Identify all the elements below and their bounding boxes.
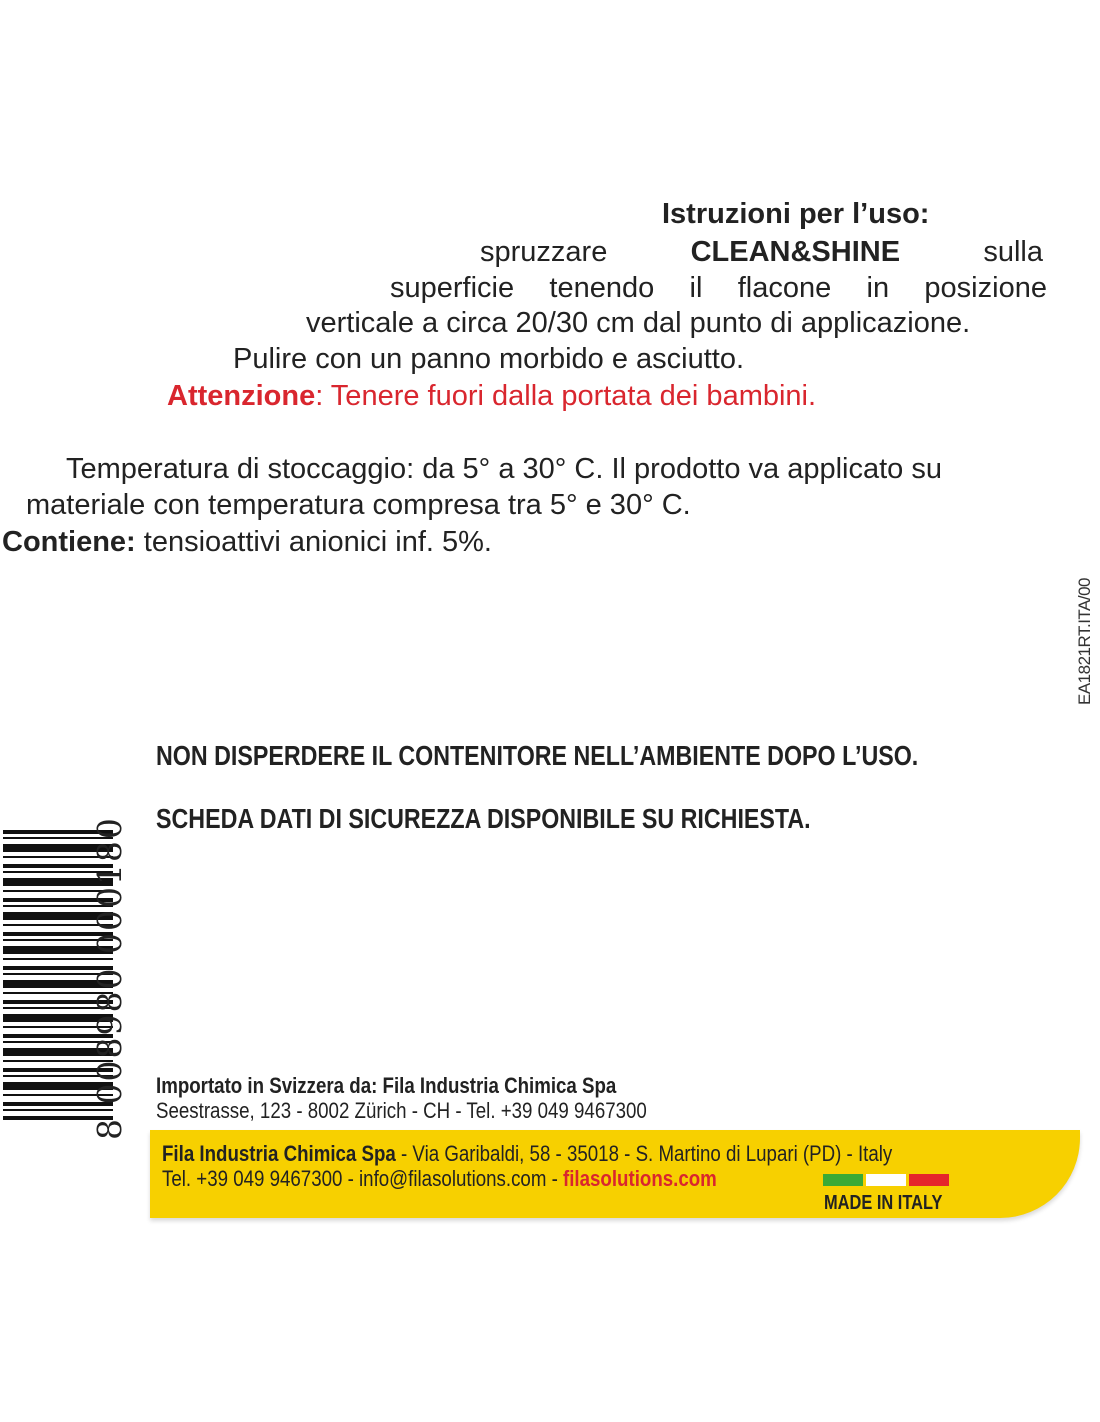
flag-red-stripe	[909, 1174, 949, 1186]
text: sulla	[983, 236, 1043, 268]
website-link[interactable]: filasolutions.com	[563, 1166, 717, 1191]
manufacturer-contact: Tel. +39 049 9467300 - info@filasolutions.com -	[162, 1166, 564, 1191]
warning-label: Attenzione	[167, 380, 316, 412]
instructions-line-3: verticale a circa 20/30 cm dal punto di applicazione.	[306, 307, 971, 339]
manufacturer-line-2	[162, 1166, 717, 1192]
word: posizione	[924, 272, 1047, 304]
contains	[2, 528, 492, 557]
storage-line-2: materiale con temperatura compresa tra 5° e 30° C.	[26, 489, 691, 521]
instructions-line-2	[390, 272, 1047, 305]
importer-line-2: Seestrasse, 123 - 8002 Zürich - CH - Tel. +39 049 9467300	[156, 1098, 647, 1123]
word: tenendo	[549, 272, 655, 304]
manufacturer-address: - Via Garibaldi, 58 - 35018 - S. Martino di Lupari (PD) - Italy	[395, 1141, 893, 1166]
instructions-line-1	[480, 236, 1043, 269]
word: flacone	[737, 272, 832, 304]
word: superficie	[390, 272, 515, 304]
importer-line-1: Importato in Svizzera da: Fila Industria Chimica Spa	[156, 1073, 617, 1098]
word: il	[689, 272, 703, 304]
product-code: EA1821RT.ITA/00	[1075, 577, 1094, 705]
storage-line-1: Temperatura di stoccaggio: da 5° a 30° C. Il prodotto va applicato su	[66, 453, 942, 485]
made-in-italy: MADE IN ITALY	[824, 1192, 943, 1214]
manufacturer-line-1	[162, 1141, 892, 1167]
disposal-notice: NON DISPERDERE IL CONTENITORE NELL’AMBIENTE DOPO L’USO.	[156, 740, 919, 771]
sds-notice: SCHEDA DATI DI SICUREZZA DISPONIBILE SU RICHIESTA.	[156, 803, 811, 834]
instructions-heading: Istruzioni per l’uso:	[662, 198, 930, 230]
warning-text: : Tenere fuori dalla portata dei bambini.	[315, 380, 817, 412]
contains-text: tensioattivi anionici inf. 5%.	[135, 526, 492, 558]
product-name: CLEAN&SHINE	[690, 236, 901, 268]
manufacturer-name: Fila Industria Chimica Spa	[162, 1141, 396, 1166]
word: in	[866, 272, 890, 304]
instructions-line-4: Pulire con un panno morbido e asciutto.	[233, 343, 745, 375]
contains-label: Contiene:	[2, 526, 136, 558]
flag-white-stripe	[866, 1174, 906, 1186]
warning	[167, 382, 816, 411]
text: spruzzare	[480, 236, 608, 268]
barcode-digits: 8 008980 000180	[90, 816, 129, 1140]
flag-green-stripe	[823, 1174, 863, 1186]
